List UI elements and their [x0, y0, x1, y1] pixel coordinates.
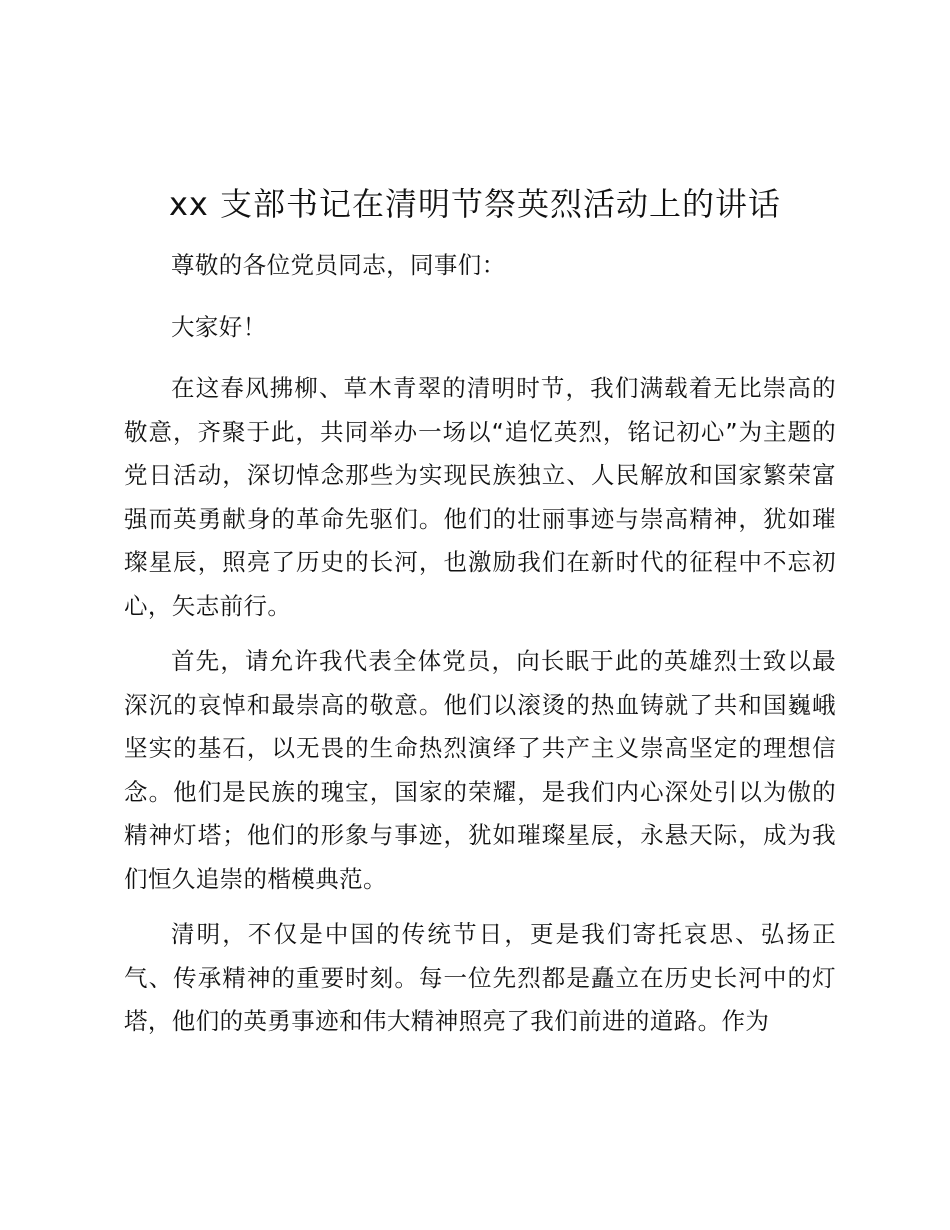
body-paragraph-3: 清明，不仅是中国的传统节日，更是我们寄托哀思、弘扬正气、传承精神的重要时刻。每一位先烈都是矗立在历史长河中的灯塔，他们的英勇事迹和伟大精神照亮了我们前进的道路。作为	[124, 920, 836, 1035]
document-title: xx 支部书记在清明节祭英烈活动上的讲话	[168, 185, 782, 223]
document-body	[124, 220, 836, 1056]
body-paragraph-2: 首先，请允许我代表全体党员，向长眠于此的英雄烈士致以最深沉的哀悼和最崇高的敬意。他们以滚烫的热血铸就了共和国巍峨坚实的基石，以无畏的生命热烈演绎了共产主义崇高坚定的理想信念。他们是民族的瑰宝，国家的荣耀，是我们内心深处引以为傲的精神灯塔；他们的形象与事迹，犹如璀璨星辰，永悬天际，成为我们恒久追崇的楷模典范。	[124, 647, 836, 893]
greeting-paragraph: 大家好！	[171, 312, 267, 341]
body-paragraph-1: 在这春风拂柳、草木青翠的清明时节，我们满载着无比崇高的敬意，齐聚于此，共同举办一场以“追忆英烈，铭记初心”为主题的党日活动，深切悼念那些为实现民族独立、人民解放和国家繁荣富强而英勇献身的革命先驱们。他们的壮丽事迹与崇高精神，犹如璀璨星辰，照亮了历史的长河，也激励我们在新时代的征程中不忘初心，矢志前行。	[124, 374, 836, 620]
salutation-paragraph: 尊敬的各位党员同志，同事们：	[171, 251, 506, 279]
